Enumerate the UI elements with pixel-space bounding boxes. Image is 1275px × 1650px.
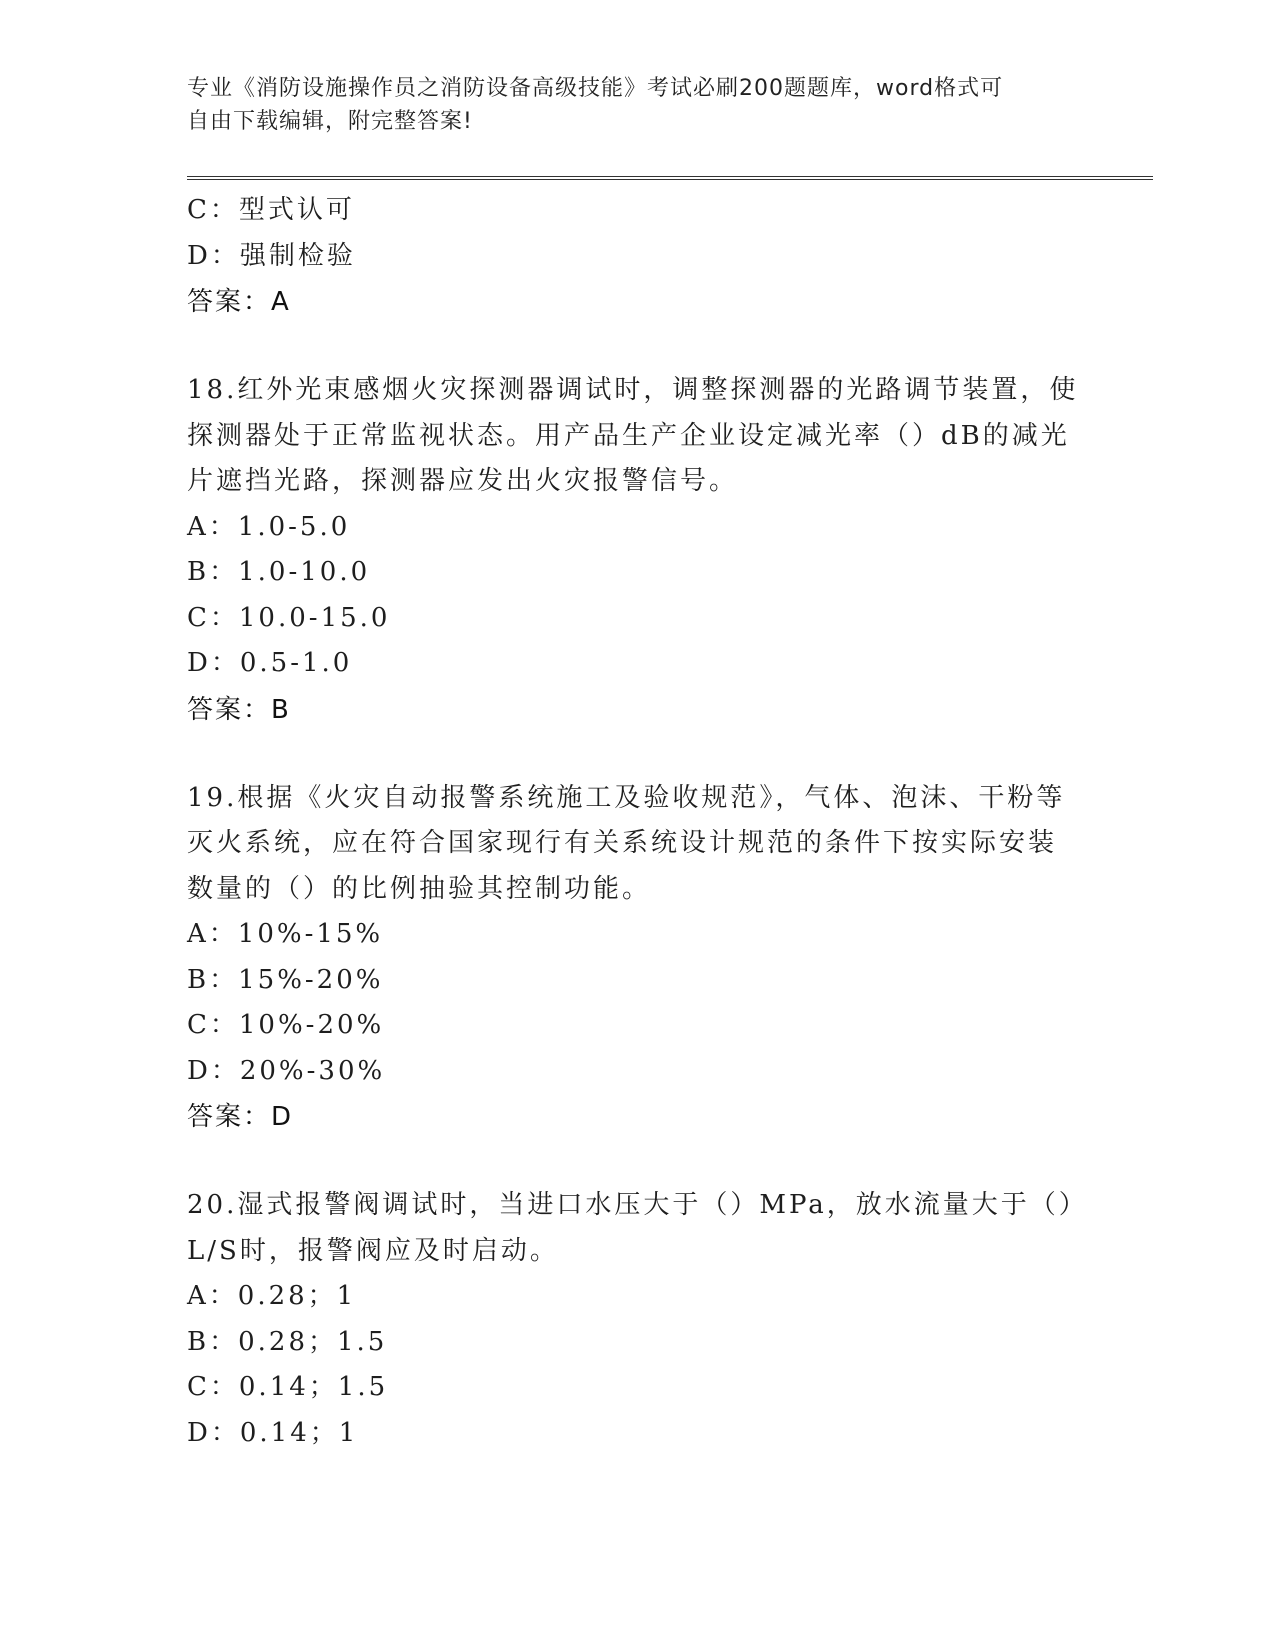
question-text: 18.红外光束感烟火灾探测器调试时，调整探测器的光路调节装置，使 [187,375,1079,405]
option-d: D：0.5-1.0 [187,648,353,678]
question-text: 20.湿式报警阀调试时，当进口水压大于（）MPa，放水流量大于（） [187,1190,1088,1220]
question-20 [187,1183,1087,1456]
document-body [187,188,1087,1456]
option-d: D：20%-30% [187,1055,386,1086]
question-text: 19.根据《火灾自动报警系统施工及验收规范》，气体、泡沫、干粉等 [187,782,1066,813]
option-c: C：10.0-15.0 [187,602,391,633]
answer: 答案：A [187,287,291,317]
option-d: D：0.14；1 [187,1417,359,1448]
spacer [187,733,1087,776]
answer: 答案：D [187,1102,294,1132]
question-19 [187,776,1087,1141]
header-line: 专业《消防设施操作员之消防设备高级技能》考试必刷200题题库，word格式可 [187,76,1004,101]
option-c: C：型式认可 [187,195,355,225]
question-text: 数量的（）的比例抽验其控制功能。 [187,873,652,904]
answer: 答案：B [187,694,291,725]
option-b: B：0.28；1.5 [187,1326,388,1357]
spacer [187,1140,1087,1183]
page-header [187,72,1067,138]
option-a: A：1.0-5.0 [187,511,351,542]
option-d: D：强制检验 [187,240,356,271]
question-text: L/S时，报警阀应及时启动。 [187,1235,559,1266]
option-a: A：0.28；1 [187,1281,357,1311]
prev-question-tail [187,188,1087,325]
spacer [187,325,1087,368]
option-c: C：0.14；1.5 [187,1372,389,1402]
option-b: B：15%-20% [187,964,384,995]
question-text: 灭火系统，应在符合国家现行有关系统设计规范的条件下按实际安装 [187,828,1058,858]
question-text: 片遮挡光路，探测器应发出火灾报警信号。 [187,466,739,496]
question-18 [187,368,1087,733]
option-a: A：10%-15% [187,919,384,949]
header-line: 自由下载编辑，附完整答案! [187,109,473,134]
option-c: C：10%-20% [187,1010,385,1040]
question-text: 探测器处于正常监视状态。用产品生产企业设定减光率（）dB的减光 [187,420,1070,451]
option-b: B：1.0-10.0 [187,557,371,587]
header-divider [187,176,1153,180]
